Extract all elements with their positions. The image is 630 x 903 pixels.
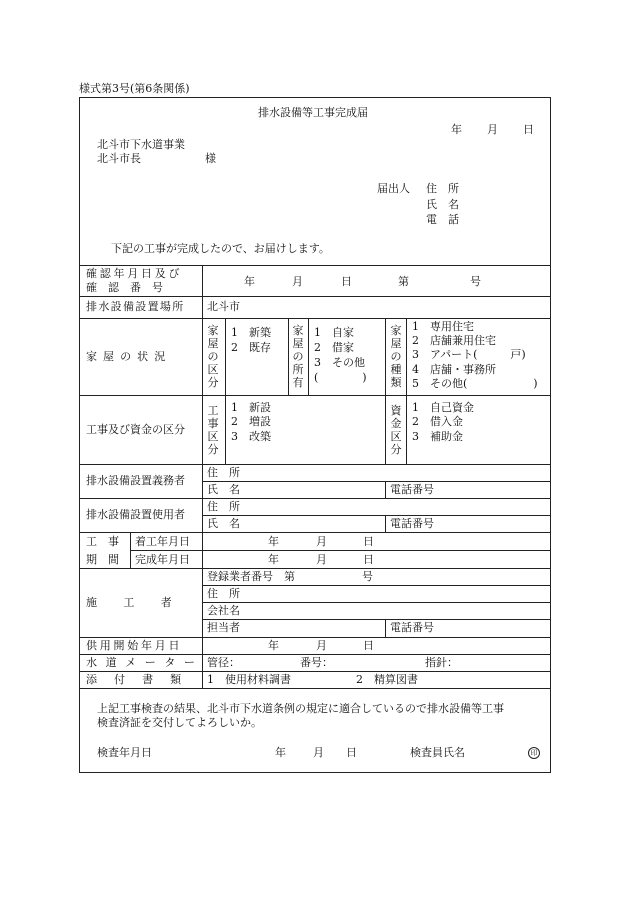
company-name-label: 会社名: [207, 604, 240, 617]
house-type-label: 家屋の種類: [390, 324, 402, 389]
obligor-phone-label: 電話番号: [390, 483, 434, 496]
start-day: 日: [363, 535, 374, 548]
attachment-item: 2 精算図書: [356, 673, 418, 686]
submit-day-label: 日: [523, 123, 534, 136]
contractor-address-label: 住 所: [207, 587, 240, 600]
applicant-phone-label: 電 話: [426, 213, 459, 226]
user-label: 排水設備設置使用者: [86, 508, 185, 521]
inspection-text-1: 上記工事検査の結果、北斗市下水道条例の規定に適合しているので排水設備等工事: [97, 702, 504, 715]
contractor-phone-label: 電話番号: [390, 621, 434, 634]
complete-month: 月: [316, 553, 327, 566]
house-status-label: 家屋の状況: [86, 350, 172, 363]
house-kubun-item: 1 新築: [231, 326, 271, 339]
applicant-label: 届出人: [377, 182, 410, 195]
work-kubun-item: 2 増設: [231, 415, 271, 428]
form-number-label: 様式第3号(第6条関係): [79, 82, 190, 95]
addressee-sama: 様: [205, 152, 216, 165]
work-kubun-item: 1 新設: [231, 401, 271, 414]
start-month: 月: [316, 535, 327, 548]
user-phone-label: 電話番号: [390, 517, 434, 530]
confirm-month: 月: [292, 275, 303, 288]
house-owner-item: 3 その他: [314, 356, 365, 369]
person-in-charge-label: 担当者: [207, 621, 240, 634]
fund-kubun-item: 3 補助金: [412, 430, 463, 443]
obligor-address-label: 住 所: [207, 466, 240, 479]
applicant-address-label: 住 所: [426, 182, 459, 195]
seal-icon: [528, 746, 540, 759]
service-start-day: 日: [363, 639, 374, 652]
applicant-name-label: 氏 名: [426, 198, 459, 211]
registration-number-label: 登録業者番号 第: [207, 570, 295, 583]
confirm-year: 年: [244, 275, 255, 288]
house-type-item: 5 その他( ): [412, 377, 538, 390]
meter-number-label: 番号：: [300, 656, 333, 669]
complete-day: 日: [363, 553, 374, 566]
confirm-label-1: 確認年月日及び: [86, 267, 183, 280]
house-owner-label: 家屋の所有: [292, 324, 304, 389]
work-kubun-item: 3 改築: [231, 430, 271, 443]
start-year: 年: [268, 535, 279, 548]
inspection-text-2: 検査済証を交付してよろしいか。: [97, 716, 262, 729]
complete-date-label: 完成年月日: [135, 553, 190, 566]
addressee-line2: 北斗市長: [97, 152, 141, 165]
water-meter-label: 水道メーター: [86, 656, 204, 669]
location-value: 北斗市: [207, 300, 240, 313]
attachments-label: 添付書類: [86, 673, 199, 686]
service-start-month: 月: [316, 639, 327, 652]
inspection-day: 日: [346, 746, 357, 759]
house-owner-item: 1 自家: [314, 326, 354, 339]
house-owner-item: ( ): [314, 371, 367, 384]
work-kubun-label: 工事区分: [207, 404, 219, 456]
house-kubun-label: 家屋の区分: [207, 324, 219, 389]
location-label: 排水設備設置場所: [86, 300, 185, 313]
form-title: 排水設備等工事完成届: [258, 106, 368, 119]
statement-text: 下記の工事が完成したので、お届けします。: [111, 242, 330, 255]
house-type-item: 3 アパート( 戸): [412, 348, 526, 361]
complete-year: 年: [268, 553, 279, 566]
work-fund-label: 工事及び資金の区分: [86, 423, 185, 436]
period-label-1: 工 事: [86, 535, 119, 548]
contractor-label: 施工者: [86, 596, 199, 609]
attachment-item: 1 使用材料調書: [207, 673, 291, 686]
user-name-label: 氏 名: [207, 517, 240, 530]
registration-number-go: 号: [362, 570, 373, 583]
service-start-year: 年: [268, 639, 279, 652]
inspection-year: 年: [275, 746, 286, 759]
fund-kubun-item: 2 借入金: [412, 415, 463, 428]
inspection-date-label: 検査年月日: [97, 746, 152, 759]
meter-caliber-label: 管径：: [207, 656, 240, 669]
house-type-item: 1 専用住宅: [412, 320, 474, 333]
obligor-name-label: 氏 名: [207, 483, 240, 496]
submit-month-label: 月: [487, 123, 498, 136]
confirm-day: 日: [341, 275, 352, 288]
submit-year-label: 年: [451, 123, 462, 136]
fund-kubun-label: 資金区分: [390, 404, 402, 456]
confirm-label-2: 確 認 番 号: [86, 281, 163, 294]
inspector-name-label: 検査員氏名: [410, 746, 465, 759]
meter-pointer-label: 指針：: [425, 656, 458, 669]
user-address-label: 住 所: [207, 500, 240, 513]
start-date-label: 着工年月日: [135, 535, 190, 548]
service-start-label: 供用開始年月日: [86, 639, 183, 652]
addressee-line1: 北斗市下水道事業: [97, 138, 185, 151]
house-kubun-item: 2 既存: [231, 341, 271, 354]
period-label-2: 期 間: [86, 553, 119, 566]
fund-kubun-item: 1 自己資金: [412, 401, 474, 414]
house-owner-item: 2 借家: [314, 341, 354, 354]
inspection-month: 月: [313, 746, 324, 759]
confirm-go: 号: [470, 275, 481, 288]
house-type-item: 2 店舗兼用住宅: [412, 334, 496, 347]
house-type-item: 4 店舗・事務所: [412, 363, 496, 376]
confirm-dai: 第: [398, 275, 409, 288]
seal-mark: 印: [528, 747, 540, 759]
obligor-label: 排水設備設置義務者: [86, 474, 185, 487]
